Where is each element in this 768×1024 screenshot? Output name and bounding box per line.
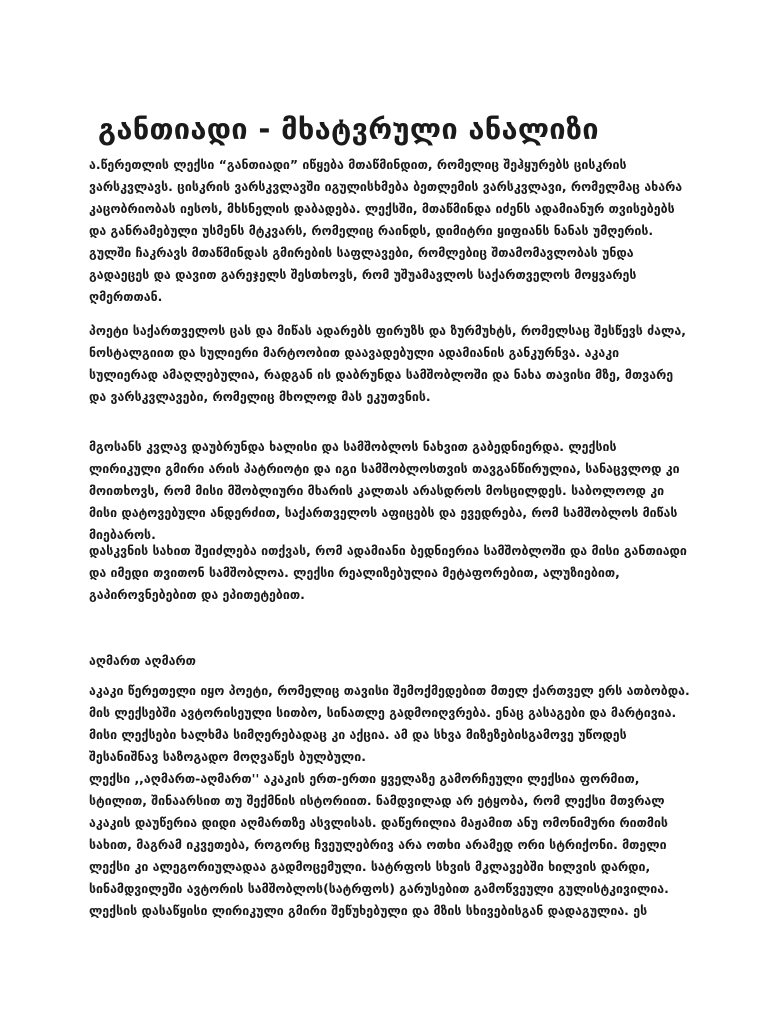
paragraph-3: მგოსანს კვლავ დაუბრუნდა ხალისი და სამშობლოს ნახვით გაბედნიერდა. ლექსის ლირიკული გმირი არის პატრიოტი და იგი სამშობლოსთვის თავგანწირულია, სანაცვლოდ კი მოითხოვს, რომ მისი მშობლიური მხარის კალთას არასდროს მოსცილდეს. საბოლოოდ კი მისი დატოვებული ანდერძით, საქართველოს აფიცებს და ევედრება, რომ სამშობლოს მიწას მიებაროს. bbox=[89, 439, 680, 542]
page-title: განთიადი - მხატვრული ანალიზი bbox=[98, 112, 599, 146]
section-heading: აღმართ აღმართ bbox=[89, 653, 196, 668]
paragraph-2: პოეტი საქართველოს ცას და მიწას ადარებს ფირუზს და ზურმუხტს, რომელსაც შესწევს ძალა, ნოსტალგიით და სულიერი მარტოობით დაავადებული ადამიანის განკურნვა. აკაკი სულიერად ამაღლებულია, რადგან ის დაბრუნდა სამშობლოში და ნახა თავისი მზე, მთვარე და ვარსკვლავები, რომელიც მხოლოდ მას ეკუთვნის. bbox=[89, 323, 686, 404]
paragraph-1: ა.წერეთლის ლექსი “განთიადი” იწყება მთაწმინდით, რომელიც შეჰყურებს ცისკრის ვარსკვლავს. ცისკრის ვარსკვლავში იგულისხმება ბეთლემის ვარსკვლავი, რომელმაც ახარა კაცობრიობას იესოს, მხსნელის დაბადება. ლექსში, მთაწმინდა იძენს ადამიანურ თვისებებს და განრამებული უსმენს მტკვარს, რომელიც რაინდს, დიმიტრი ყიფიანს ნანას უმღერის. გულში ჩაკრავს მთაწმინდას გმირების საფლავები, რომლებიც შთამომავლობას უნდა გადაეცეს და დავით გარეჯელს შესთხოვს, რომ უშუამავლოს საქართველოს მოყვარეს ღმერთთან. bbox=[89, 157, 683, 304]
paragraph-4: დასკვნის სახით შეიძლება ითქვას, რომ ადამიანი ბედნიერია სამშობლოში და მისი განთიადი და იმედი თვითონ სამშობლოა. ლექსი რეალიზებულია მეტაფორებით, ალუზიებით, გაპიროვნებებით და ეპითეტებით. bbox=[89, 543, 687, 602]
section-paragraph: აკაკი წერეთელი იყო პოეტი, რომელიც თავისი შემოქმედებით მთელ ქართველ ერს ათბობდა. მის ლექსებში ავტორისეული სითბო, სინათლე გადმოიღვრება. ენაც გასაგები და მარტივია. მისი ლექსები ხალხმა სიმღერებადაც კი აქცია. ამ და სხვა მიზეზებისგამოვე უწოდეს შესანიშნავ საზოგადო მოღვაწეს ბულბული. ლექსი ,,აღმართ-აღმართ'' აკაკის ერთ-ერთი ყველაზე გამორჩეული ლექსია ფორმით, სტილით, შინაარსით თუ შექმნის ისტორიით. ნამდვილად არ ეტყობა, რომ ლექსი მთვრალ აკაკის დაუწერია დიდი აღმართზე ასვლისას. დაწერილია მაჟამით ანუ ომონიმური რითმის სახით, მაგრამ იკვეთება, როგორც ჩვეულებრივ არა ოთხი არამედ ორი სტრიქონი. მთელი ლექსი კი ალეგორიულადაა გადმოცემული. სატრფოს სხვის მკლავებში ხილვის დარდი, სინამდვილეში ავტორის სამშობლოს(სატრფოს) გარუსებით გამოწვეული გულისტკივილია. ლექსის დასაწყისი ლირიკული გმირი შეწუხებული და მზის სხივებისგან დადაგულია. ეს bbox=[89, 683, 690, 918]
